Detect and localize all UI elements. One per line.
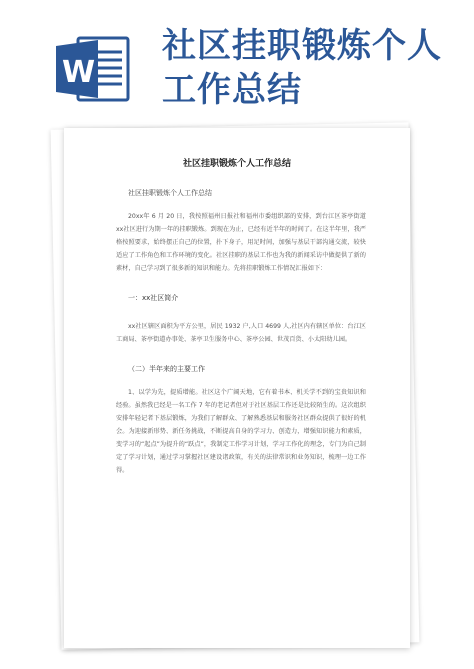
document-title: 社区挂职锻炼个人工作总结 xyxy=(182,159,291,169)
banner xyxy=(0,0,474,120)
paragraph-community: xx社区辖区面积为平方公里，居民 1932 户,人口 4699 人,社区内有辖区单位：台江区工商局、茶亭街道办事处、茶亭卫生服务中心、茶亭公园、世茂百货、小太阳幼儿园。 xyxy=(116,323,366,343)
section-heading-2: （二）半年来的主要工作 xyxy=(128,365,205,373)
paragraph-work: 1、以学为先，提质增能。社区这个广阔天地，它有着书本、机关学不到的宝贵知识和经验。虽然我已经是一名工作 7 年的老记者但对于社区基层工作还是比较陌生的。这次组织安排年轻记者下基层锻炼，为我们了解群众、了解熟悉基层和服务社区群众提供了很好的机会。为迎接新形势、新任务挑战，不断提高自身的学习力、创造力，增强知识能力和素质，变学习的“起点”为提升的“跃点”，我制定工作学习计划，学习工作化的理念，专门为自己制定了学习计划，通过学习掌握社区建设诸政策，有关的法律常识和业务知识，梳理一边工作得。 xyxy=(116,389,366,474)
document-subtitle: 社区挂职锻炼个人工作总结 xyxy=(128,189,212,197)
paragraph-intro: 20xx年 6 月 20 日，我按照福州日报社和福州市委组织部的安排，到台江区茶亭街道xx社区进行为期一年的挂职锻炼。到现在为止，已经有近半年的时间了。在这半年里，我严格按照要求，始终摆正自己的位置，扑下身子，用足时间，加强与基层干部沟通交流，较快适应了工作角色和工作环境的变化。社区挂职的基层工作也为我的新闻采访中做提供了新的素材，自己学习到了很多新的知识和能力。先将挂职锻炼工作情况汇报如下： xyxy=(116,213,366,272)
banner-title: 社区挂职锻炼个人 工作总结 xyxy=(162,26,442,110)
word-logo-letter: W xyxy=(62,55,96,90)
section-heading-1: 一：xx社区简介 xyxy=(128,294,179,302)
document-page xyxy=(64,128,410,648)
word-icon xyxy=(56,36,130,102)
